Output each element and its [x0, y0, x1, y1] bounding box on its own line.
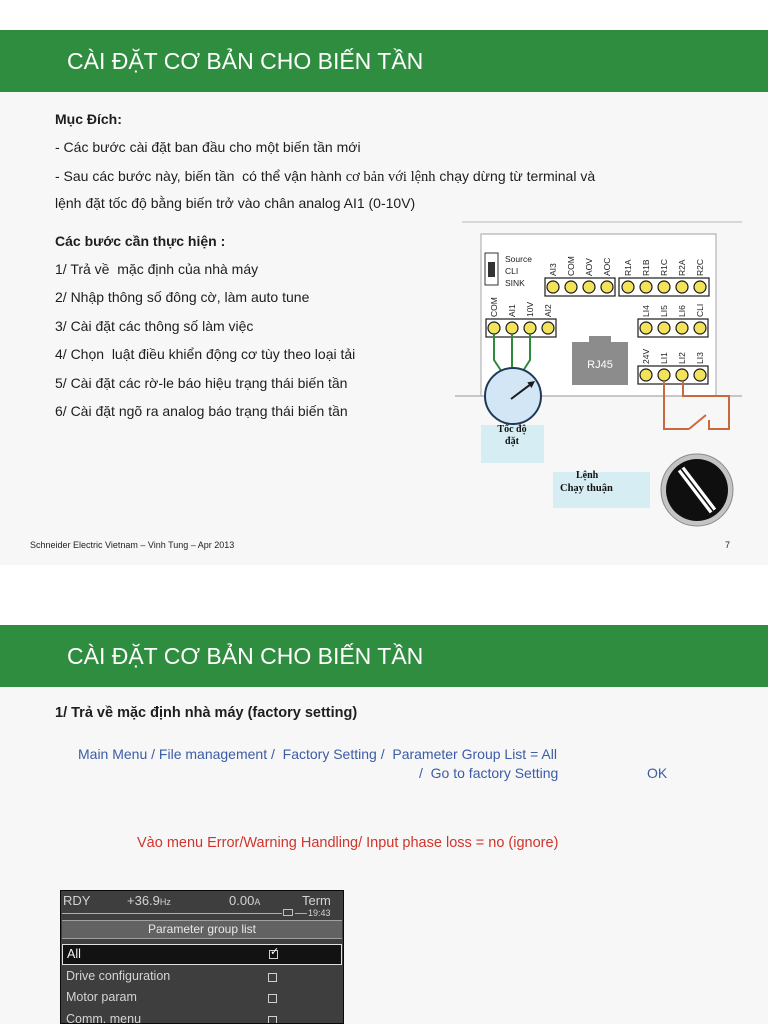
- graphic-terminal-display: [60, 890, 344, 1024]
- terminal-screw-relay-r2a: [676, 281, 688, 293]
- terminal-screw-analog-10v: [524, 322, 536, 334]
- confirm-ok: OK: [647, 765, 668, 781]
- display-frequency: [127, 893, 171, 910]
- terminal-screw-top-left-aov: [583, 281, 595, 293]
- slide-header: [0, 30, 768, 92]
- terminal-screw-logic-top-li5: [658, 322, 670, 334]
- menu-path-line-2: / Go to factory Setting: [419, 765, 559, 781]
- terminal-label-logic-bottom-li2: LI2: [677, 352, 687, 364]
- slide-title: CÀI ĐẶT CƠ BẢN CHO BIẾN TẦN: [67, 48, 424, 74]
- terminal-screw-logic-top-li6: [676, 322, 688, 334]
- terminal-screw-top-left-com: [565, 281, 577, 293]
- selector-switch-knob-icon: [661, 454, 733, 526]
- display-row-label: Drive configuration: [66, 969, 171, 983]
- terminal-screw-relay-r1b: [640, 281, 652, 293]
- terminal-screw-relay-r1c: [658, 281, 670, 293]
- step-6: 6/ Cài đặt ngõ ra analog báo trạng thái biến tần: [55, 403, 348, 419]
- terminal-label-logic-bottom-li1: LI1: [659, 352, 669, 364]
- display-current-unit: A: [254, 897, 261, 907]
- terminal-label-relay-r1a: R1A: [623, 259, 633, 276]
- run-command-label-line-2: Chạy thuận: [560, 483, 613, 494]
- checkbox-icon: [268, 1016, 277, 1024]
- purpose-line-2-part-1: - Sau các bước này, biến tần có thể vận hành: [55, 168, 346, 184]
- display-row-all: [62, 944, 342, 965]
- display-row-label: All: [67, 947, 81, 961]
- terminal-label-top-left-aov: AOV: [584, 258, 594, 276]
- purpose-line-3: lệnh đặt tốc độ bằng biến trở vào chân analog AI1 (0-10V): [55, 195, 416, 211]
- step-2: 2/ Nhập thông số đông cờ, làm auto tune: [55, 289, 310, 305]
- keypad-status-icon: [283, 909, 293, 916]
- terminal-label-analog-ai2: AI2: [543, 304, 553, 317]
- terminal-label-top-left-com: COM: [566, 256, 576, 276]
- terminal-screw-top-left-ai3: [547, 281, 559, 293]
- step-5: 5/ Cài đặt các rờ-le báo hiệu trạng thái biến tần: [55, 375, 348, 391]
- terminal-label-logic-top-li6: LI6: [677, 305, 687, 317]
- terminal-screw-logic-bottom-24v: [640, 369, 652, 381]
- terminal-screw-analog-ai2: [542, 322, 554, 334]
- display-status: RDY: [63, 893, 91, 908]
- display-time: 19:43: [308, 908, 331, 918]
- section-heading: 1/ Trả về mặc định nhà máy (factory setting): [55, 705, 358, 721]
- step-3: 3/ Cài đặt các thông số làm việc: [55, 318, 254, 334]
- slide-2: [0, 625, 768, 1024]
- terminal-label-relay-r1b: R1B: [641, 259, 651, 276]
- display-frequency-unit: Hz: [159, 897, 171, 907]
- terminal-label-analog-ai1: AI1: [507, 304, 517, 317]
- terminal-screw-analog-com: [488, 322, 500, 334]
- display-row-drive-configuration: [62, 966, 342, 987]
- terminal-label-relay-r2a: R2A: [677, 259, 687, 276]
- display-current-value: 0.00: [229, 893, 255, 908]
- display-row-label: Comm. menu: [66, 1012, 142, 1024]
- checkbox-icon: [268, 973, 277, 982]
- rj45-label: RJ45: [587, 359, 613, 371]
- step-1: 1/ Trả về mặc định của nhà máy: [55, 261, 259, 277]
- display-row-motor-param: [62, 987, 342, 1008]
- terminal-screw-top-left-aoc: [601, 281, 613, 293]
- terminal-screw-logic-bottom-li1: [658, 369, 670, 381]
- terminal-screw-analog-ai1: [506, 322, 518, 334]
- steps-heading: Các bước cần thực hiện :: [55, 233, 226, 249]
- terminal-label-logic-bottom-24v: 24V: [641, 348, 651, 364]
- checkbox-icon: [268, 994, 277, 1003]
- slide-footer: Schneider Electric Vietnam – Vinh Tung – Apr 2013: [30, 540, 235, 550]
- terminal-wiring-diagram: [450, 215, 745, 535]
- terminal-label-relay-r2c: R2C: [695, 258, 705, 276]
- terminal-screw-relay-r2c: [694, 281, 706, 293]
- speed-setpoint-label-line-2: đặt: [505, 436, 519, 447]
- display-divider-short: [295, 913, 307, 914]
- menu-path-line-1: Main Menu / File management / Factory Setting / Parameter Group List = All: [78, 746, 557, 762]
- purpose-line-2-part-2: cơ bản với lệnh: [345, 169, 436, 185]
- slide-header: [0, 625, 768, 687]
- potentiometer-body: [485, 368, 541, 424]
- terminal-screw-logic-bottom-li2: [676, 369, 688, 381]
- terminal-label-logic-top-li4: LI4: [641, 305, 651, 317]
- purpose-line-2: [55, 167, 595, 185]
- display-row-label: Motor param: [66, 990, 137, 1004]
- page-number: 7: [725, 540, 731, 550]
- terminal-label-analog-10v: 10V: [525, 301, 535, 317]
- step-4: 4/ Chọn luật điều khiển động cơ tùy theo loại tải: [55, 346, 356, 362]
- switch-label-cli: CLI: [505, 266, 519, 276]
- terminal-label-top-left-aoc: AOC: [602, 257, 612, 276]
- purpose-line-1: - Các bước cài đặt ban đầu cho một biến tần mới: [55, 139, 361, 155]
- terminal-screw-logic-top-cli: [694, 322, 706, 334]
- terminal-label-top-left-ai3: AI3: [548, 263, 558, 276]
- display-menu-title: Parameter group list: [62, 920, 342, 939]
- checkbox-icon: [269, 950, 278, 959]
- terminal-label-logic-top-cli: CLI: [695, 303, 705, 317]
- purpose-heading: Mục Đích:: [55, 111, 122, 127]
- purpose-line-2-part-3: chạy dừng từ terminal và: [435, 168, 596, 184]
- terminal-screw-logic-top-li4: [640, 322, 652, 334]
- terminal-label-logic-bottom-li3: LI3: [695, 352, 705, 364]
- slide-title: CÀI ĐẶT CƠ BẢN CHO BIẾN TẦN: [67, 643, 424, 669]
- speed-setpoint-label-line-1: Tốc độ: [497, 424, 527, 435]
- terminal-screw-relay-r1a: [622, 281, 634, 293]
- switch-slider: [488, 262, 495, 277]
- potentiometer-icon: [485, 368, 541, 424]
- slide-1: [0, 30, 768, 565]
- terminal-label-analog-com: COM: [489, 297, 499, 317]
- terminal-label-relay-r1c: R1C: [659, 258, 669, 276]
- display-frequency-value: +36.9: [127, 893, 160, 908]
- display-current: [229, 893, 260, 910]
- display-row-comm-menu: [62, 1009, 342, 1024]
- input-phase-loss-note: Vào menu Error/Warning Handling/ Input phase loss = no (ignore): [137, 835, 559, 851]
- switch-label-source: Source: [505, 254, 532, 264]
- display-divider: [62, 913, 282, 914]
- switch-label-sink: SINK: [505, 278, 525, 288]
- terminal-screw-logic-bottom-li3: [694, 369, 706, 381]
- terminal-label-logic-top-li5: LI5: [659, 305, 669, 317]
- display-mode: Term: [302, 893, 331, 908]
- run-command-label-line-1: Lệnh: [576, 470, 599, 481]
